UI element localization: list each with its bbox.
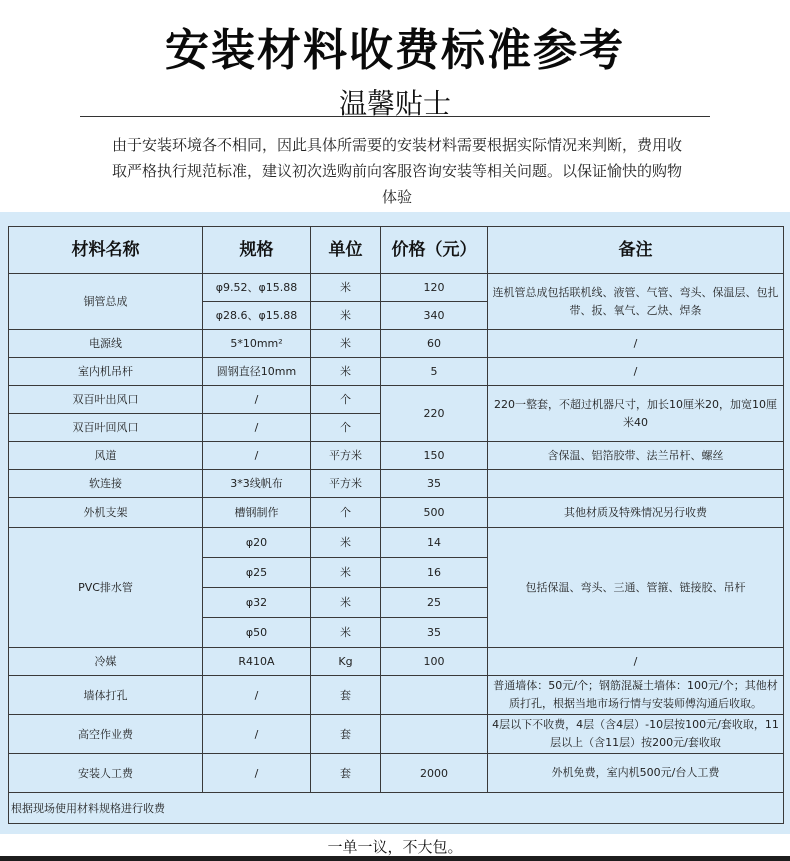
cell-spec: / [203, 715, 311, 754]
cell-price: 100 [381, 648, 488, 676]
cell-note: 含保温、铝箔胶带、法兰吊杆、螺丝 [488, 442, 784, 470]
cell-price: 35 [381, 618, 488, 648]
cell-price: 2000 [381, 754, 488, 793]
cell-spec: / [203, 442, 311, 470]
cell-spec: φ9.52、φ15.88 [203, 274, 311, 302]
cell-spec: 5*10mm² [203, 330, 311, 358]
cell-name: 双百叶回风口 [9, 414, 203, 442]
cell-note: / [488, 648, 784, 676]
cell-price: 150 [381, 442, 488, 470]
cell-name: 外机支架 [9, 498, 203, 528]
cell-unit: 米 [311, 302, 381, 330]
intro-text: 由于安装环境各不相同，因此具体所需要的安装材料需要根据实际情况来判断，费用收取严格执行规范标准，建议初次选购前向客服咨询安装等相关问题。以保证愉快的购物体验 [112, 136, 683, 206]
cell-unit: 套 [311, 754, 381, 793]
cell-unit: 米 [311, 330, 381, 358]
page-title: 安装材料收费标准参考 [165, 25, 625, 76]
cell-price: 340 [381, 302, 488, 330]
cell-spec: R410A [203, 648, 311, 676]
header-unit: 单位 [311, 227, 381, 274]
cell-unit: 个 [311, 386, 381, 414]
cell-name: 室内机吊杆 [9, 358, 203, 386]
table-row [9, 528, 784, 558]
cell-spec: / [203, 386, 311, 414]
cell-note: / [488, 330, 784, 358]
cell-name: 高空作业费 [9, 715, 203, 754]
cell-spec: φ50 [203, 618, 311, 648]
subtitle: 温馨贴士 [338, 87, 451, 120]
cell-price: 500 [381, 498, 488, 528]
cell-unit: 平方米 [311, 442, 381, 470]
cell-unit: 平方米 [311, 470, 381, 498]
cell-note: 普通墙体：50元/个；钢筋混凝土墙体：100元/个；其他材质打孔，根据当地市场行情与安装师傅沟通后收取。 [488, 676, 784, 715]
cell-name: 冷媒 [9, 648, 203, 676]
cell-spec: φ28.6、φ15.88 [203, 302, 311, 330]
cell-note: 外机免费，室内机500元/台人工费 [488, 754, 784, 793]
table-row [9, 442, 784, 470]
cell-name: PVC排水管 [9, 528, 203, 648]
cell-spec: 槽钢制作 [203, 498, 311, 528]
cell-unit: Kg [311, 648, 381, 676]
cell-unit: 米 [311, 618, 381, 648]
cell-spec: φ25 [203, 558, 311, 588]
cell-price [381, 715, 488, 754]
cell-price: 16 [381, 558, 488, 588]
table-row [9, 274, 784, 302]
cell-price: 25 [381, 588, 488, 618]
table-row [9, 358, 784, 386]
cell-unit: 米 [311, 358, 381, 386]
cell-note: 220一整套，不超过机器尺寸，加长10厘米20，加宽10厘米40 [488, 386, 784, 442]
cell-note [488, 470, 784, 498]
table-footer-row [9, 793, 784, 824]
cell-spec: / [203, 414, 311, 442]
cell-note: 其他材质及特殊情况另行收费 [488, 498, 784, 528]
table-row [9, 386, 784, 414]
cell-price: 14 [381, 528, 488, 558]
table-row [9, 754, 784, 793]
header-spec: 规格 [203, 227, 311, 274]
fee-table [8, 226, 784, 824]
cell-name: 风道 [9, 442, 203, 470]
table-row [9, 648, 784, 676]
cell-note: 连机管总成包括联机线、液管、气管、弯头、保温层、包扎带、扳、氧气、乙炔、焊条 [488, 274, 784, 330]
cell-unit: 米 [311, 558, 381, 588]
table-row [9, 470, 784, 498]
cell-unit: 个 [311, 414, 381, 442]
table-row [9, 715, 784, 754]
subtitle-block [0, 80, 790, 124]
bottom-note: 一单一议，不大包。 [327, 838, 463, 856]
cell-spec: 圆钢直径10mm [203, 358, 311, 386]
cell-name: 电源线 [9, 330, 203, 358]
cell-note: / [488, 358, 784, 386]
table-row [9, 330, 784, 358]
cell-spec: / [203, 676, 311, 715]
cell-unit: 米 [311, 274, 381, 302]
cell-name: 墙体打孔 [9, 676, 203, 715]
footer-note: 根据现场使用材料规格进行收费 [9, 793, 784, 824]
cell-price: 220 [381, 386, 488, 442]
cell-spec: φ32 [203, 588, 311, 618]
cell-spec: φ20 [203, 528, 311, 558]
cell-spec: / [203, 754, 311, 793]
table-row [9, 676, 784, 715]
cell-price: 35 [381, 470, 488, 498]
header-name: 材料名称 [9, 227, 203, 274]
cell-note: 包括保温、弯头、三通、管箍、链接胶、吊杆 [488, 528, 784, 648]
header-price: 价格（元） [381, 227, 488, 274]
table-header-row [9, 227, 784, 274]
cell-price [381, 676, 488, 715]
cell-price: 60 [381, 330, 488, 358]
cell-name: 双百叶出风口 [9, 386, 203, 414]
cell-unit: 米 [311, 528, 381, 558]
cell-unit: 米 [311, 588, 381, 618]
cell-unit: 套 [311, 715, 381, 754]
cell-name: 安装人工费 [9, 754, 203, 793]
cell-unit: 套 [311, 676, 381, 715]
table-row [9, 498, 784, 528]
cell-name: 软连接 [9, 470, 203, 498]
cell-price: 120 [381, 274, 488, 302]
cell-name: 铜管总成 [9, 274, 203, 330]
cell-spec: 3*3线帆布 [203, 470, 311, 498]
cell-unit: 个 [311, 498, 381, 528]
cell-note: 4层以下不收费，4层（含4层）-10层按100元/套收取，11层以上（含11层）按200元/套收取 [488, 715, 784, 754]
bottom-bar [0, 856, 790, 861]
cell-price: 5 [381, 358, 488, 386]
header-note: 备注 [488, 227, 784, 274]
